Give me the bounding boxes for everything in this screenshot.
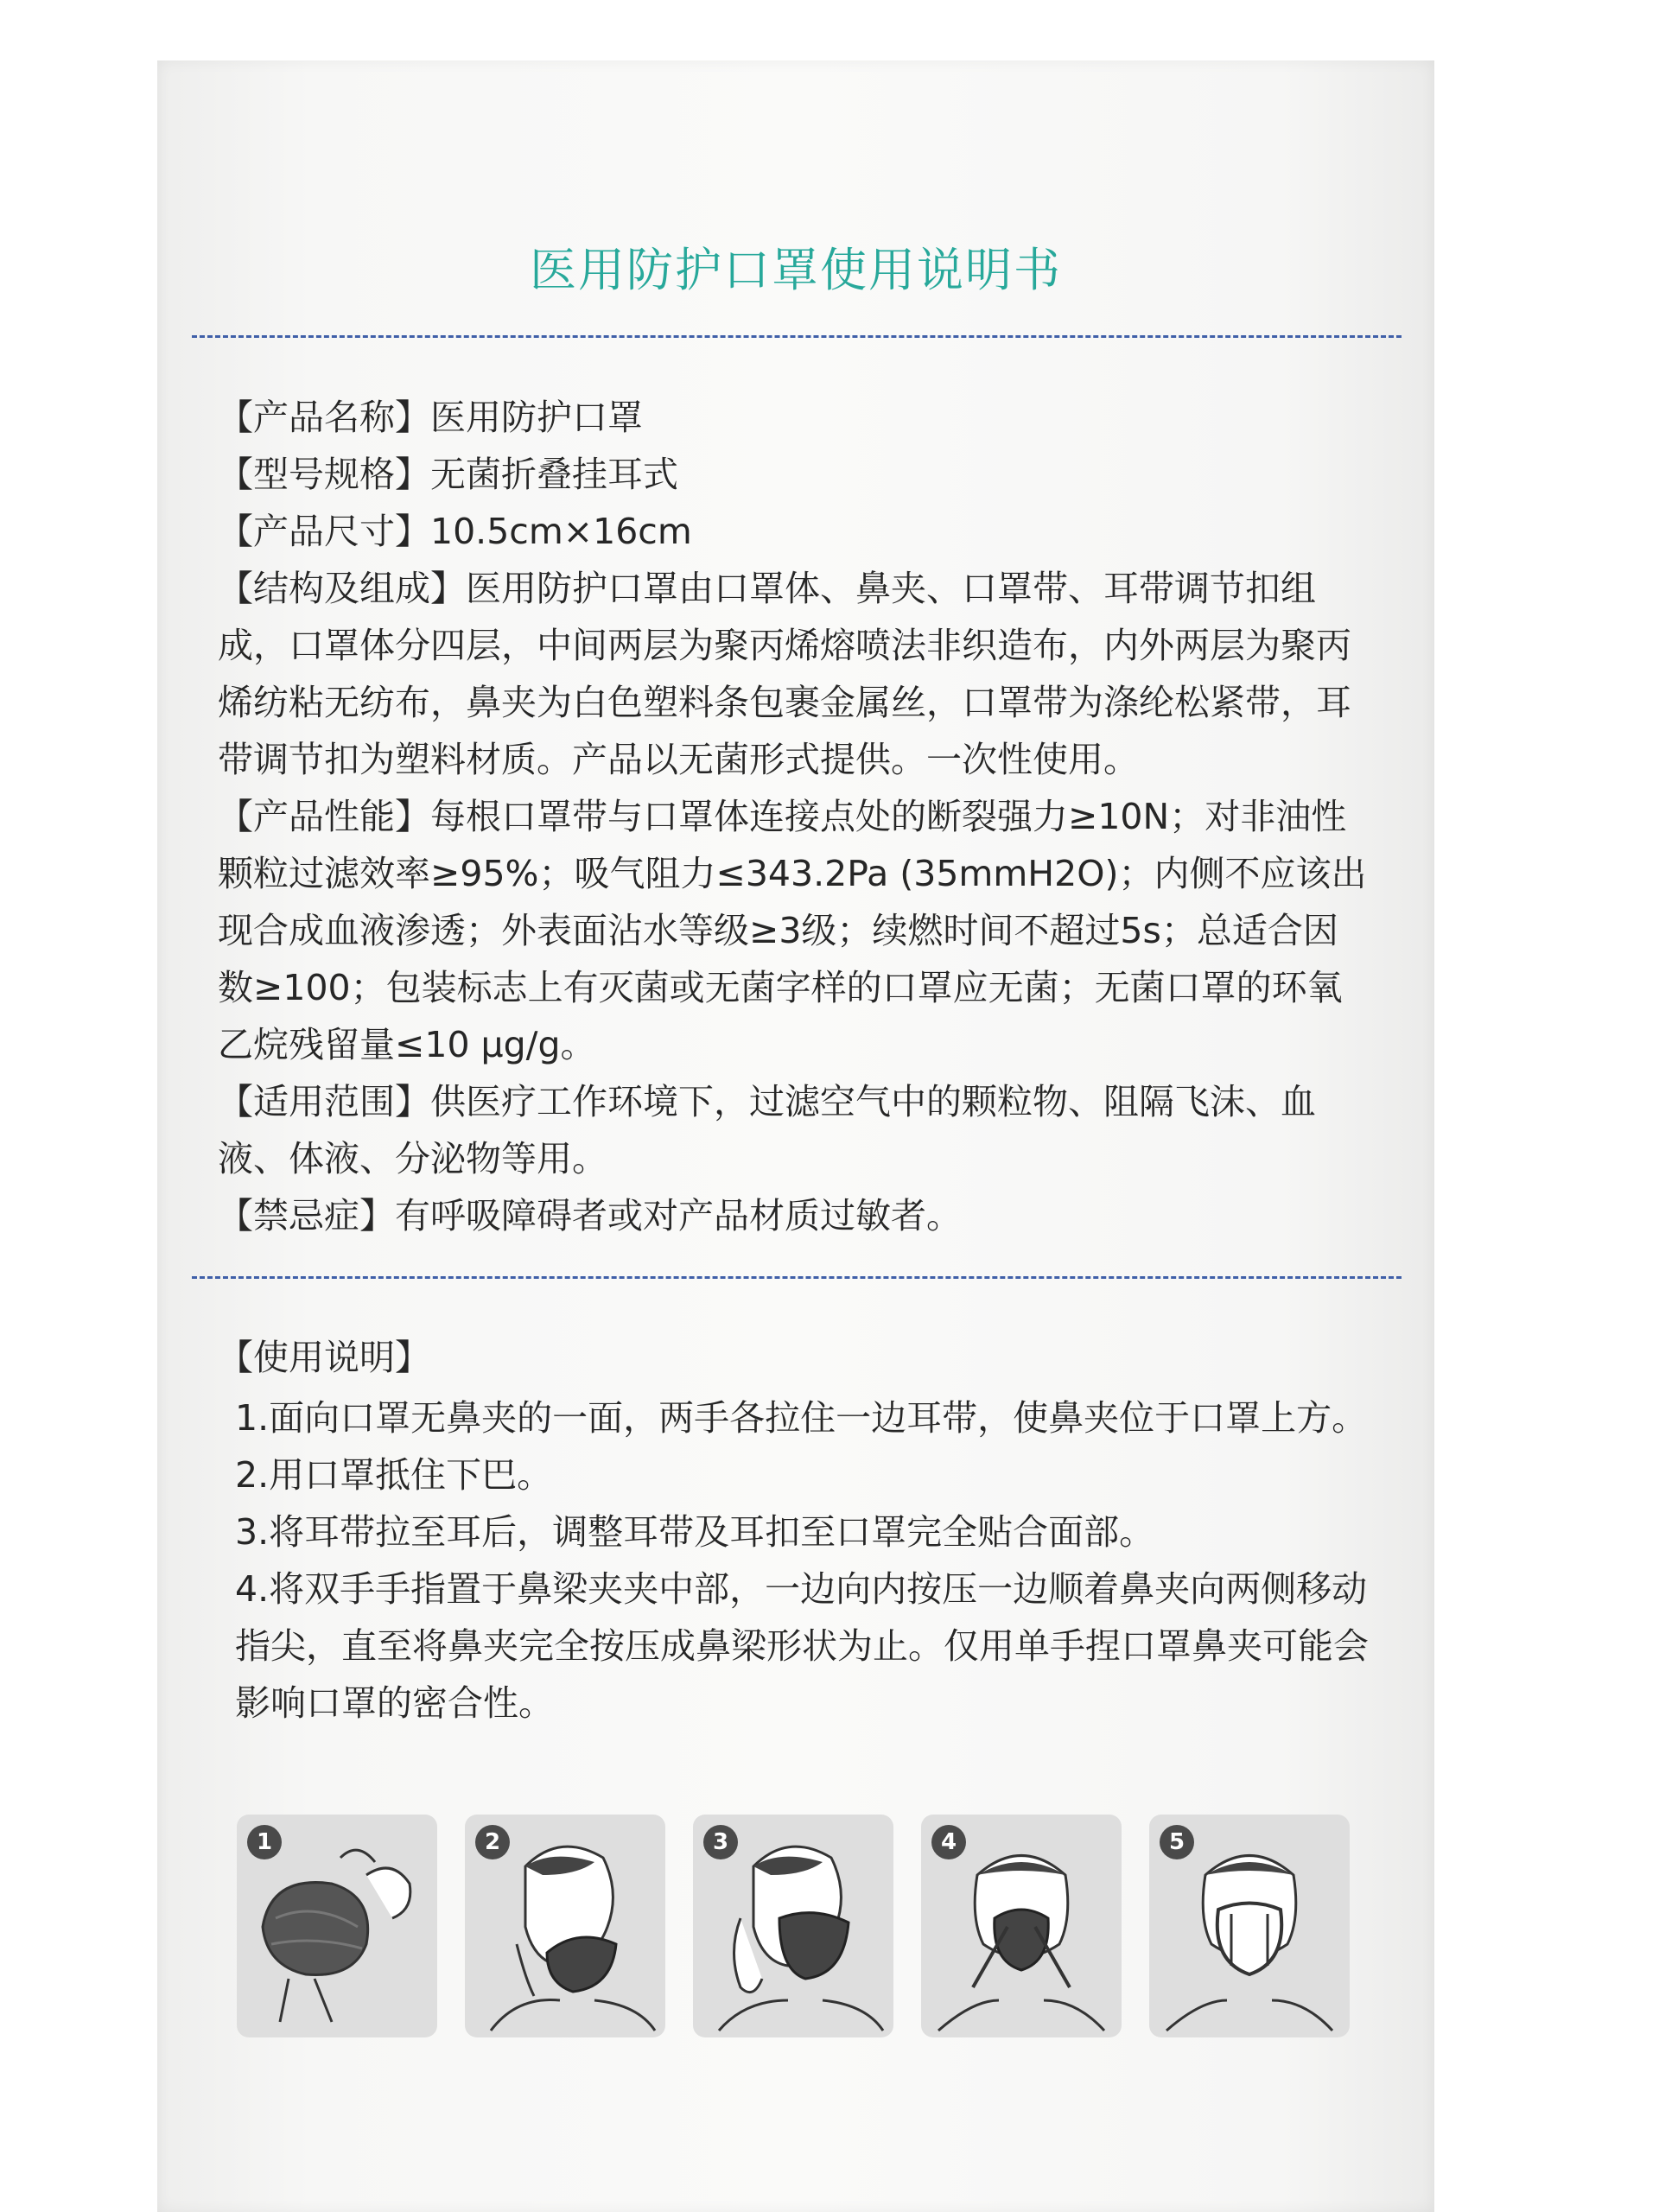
- illustration-step-3: [693, 1815, 893, 2037]
- usage-step: 2.用口罩抵住下巴。: [235, 1454, 553, 1496]
- usage-step: 1.面向口罩无鼻夹的一面，两手各拉住一边耳带，使鼻夹位于口罩上方。: [235, 1397, 1368, 1439]
- spec-value: 医用防护口罩由口罩体、鼻夹、口罩带、耳带调节扣组成，口罩体分四层，中间两层为聚丙烯熔喷法非织造布，内外两层为聚丙烯纺粘无纺布，鼻夹为白色塑料条包裹金属丝，口罩带为涤纶松紧带，耳带调节扣为塑料材质。产品以无菌形式提供。一次性使用。: [218, 568, 1351, 780]
- illustration-step-5: [1149, 1815, 1350, 2037]
- spec-label: 【禁忌症】: [218, 1195, 395, 1236]
- spec-label: 【产品尺寸】: [218, 511, 430, 552]
- spec-value: 供医疗工作环境下，过滤空气中的颗粒物、阻隔飞沫、血液、体液、分泌物等用。: [218, 1081, 1316, 1179]
- spec-value: 有呼吸障碍者或对产品材质过敏者。: [395, 1195, 962, 1236]
- instruction-sheet: [157, 60, 1434, 2212]
- spec-structure: [218, 560, 1367, 788]
- document-title: 医用防护口罩使用说明书: [530, 243, 1062, 297]
- spec-size: [218, 503, 1367, 560]
- spec-value: 医用防护口罩: [430, 397, 643, 438]
- spec-label: 【产品性能】: [218, 796, 430, 837]
- spec-value: 每根口罩带与口罩体连接点处的断裂强力≥10N；对非油性颗粒过滤效率≥95%；吸气阻力≤343.2Pa (35mmH2O)；内侧不应该出现合成血液渗透；外表面沾水等级≥3级；续燃时间不超过5s；总适合因数≥100；包装标志上有灭菌或无菌字样的口罩应无菌；无菌口罩的环氧乙烷残留量≤10 μg/g。: [218, 796, 1367, 1065]
- spec-value: 10.5cm×16cm: [430, 511, 692, 552]
- middle-divider: [192, 1276, 1402, 1279]
- illustration-step-4: [921, 1815, 1122, 2037]
- step-number-badge: 5: [1160, 1825, 1194, 1859]
- spec-value: 无菌折叠挂耳式: [430, 454, 678, 495]
- spec-label: 【结构及组成】: [218, 568, 466, 609]
- usage-heading: 【使用说明】: [218, 1337, 430, 1378]
- spec-label: 【型号规格】: [218, 454, 430, 495]
- usage-step: 4.将双手手指置于鼻梁夹夹中部，一边向内按压一边顺着鼻夹向两侧移动指尖，直至将鼻夹完全按压成鼻梁形状为止。仅用单手捏口罩鼻夹可能会影响口罩的密合性。: [235, 1568, 1369, 1724]
- usage-steps: [235, 1389, 1384, 1732]
- illustration-step-2: [465, 1815, 665, 2037]
- spec-label: 【适用范围】: [218, 1081, 430, 1122]
- spec-model: [218, 446, 1367, 503]
- spec-product-name: [218, 389, 1367, 446]
- spec-scope: [218, 1073, 1367, 1187]
- step-number-badge: 2: [475, 1825, 510, 1859]
- spec-performance: [218, 788, 1367, 1073]
- spec-list: [218, 389, 1367, 1244]
- illustration-step-1: [237, 1815, 437, 2037]
- spec-label: 【产品名称】: [218, 397, 430, 438]
- step-number-badge: 4: [931, 1825, 966, 1859]
- step-number-badge: 1: [247, 1825, 282, 1859]
- step-number-badge: 3: [703, 1825, 738, 1859]
- top-divider: [192, 335, 1402, 338]
- spec-contraindication: [218, 1187, 1367, 1244]
- usage-step: 3.将耳带拉至耳后，调整耳带及耳扣至口罩完全贴合面部。: [235, 1511, 1155, 1553]
